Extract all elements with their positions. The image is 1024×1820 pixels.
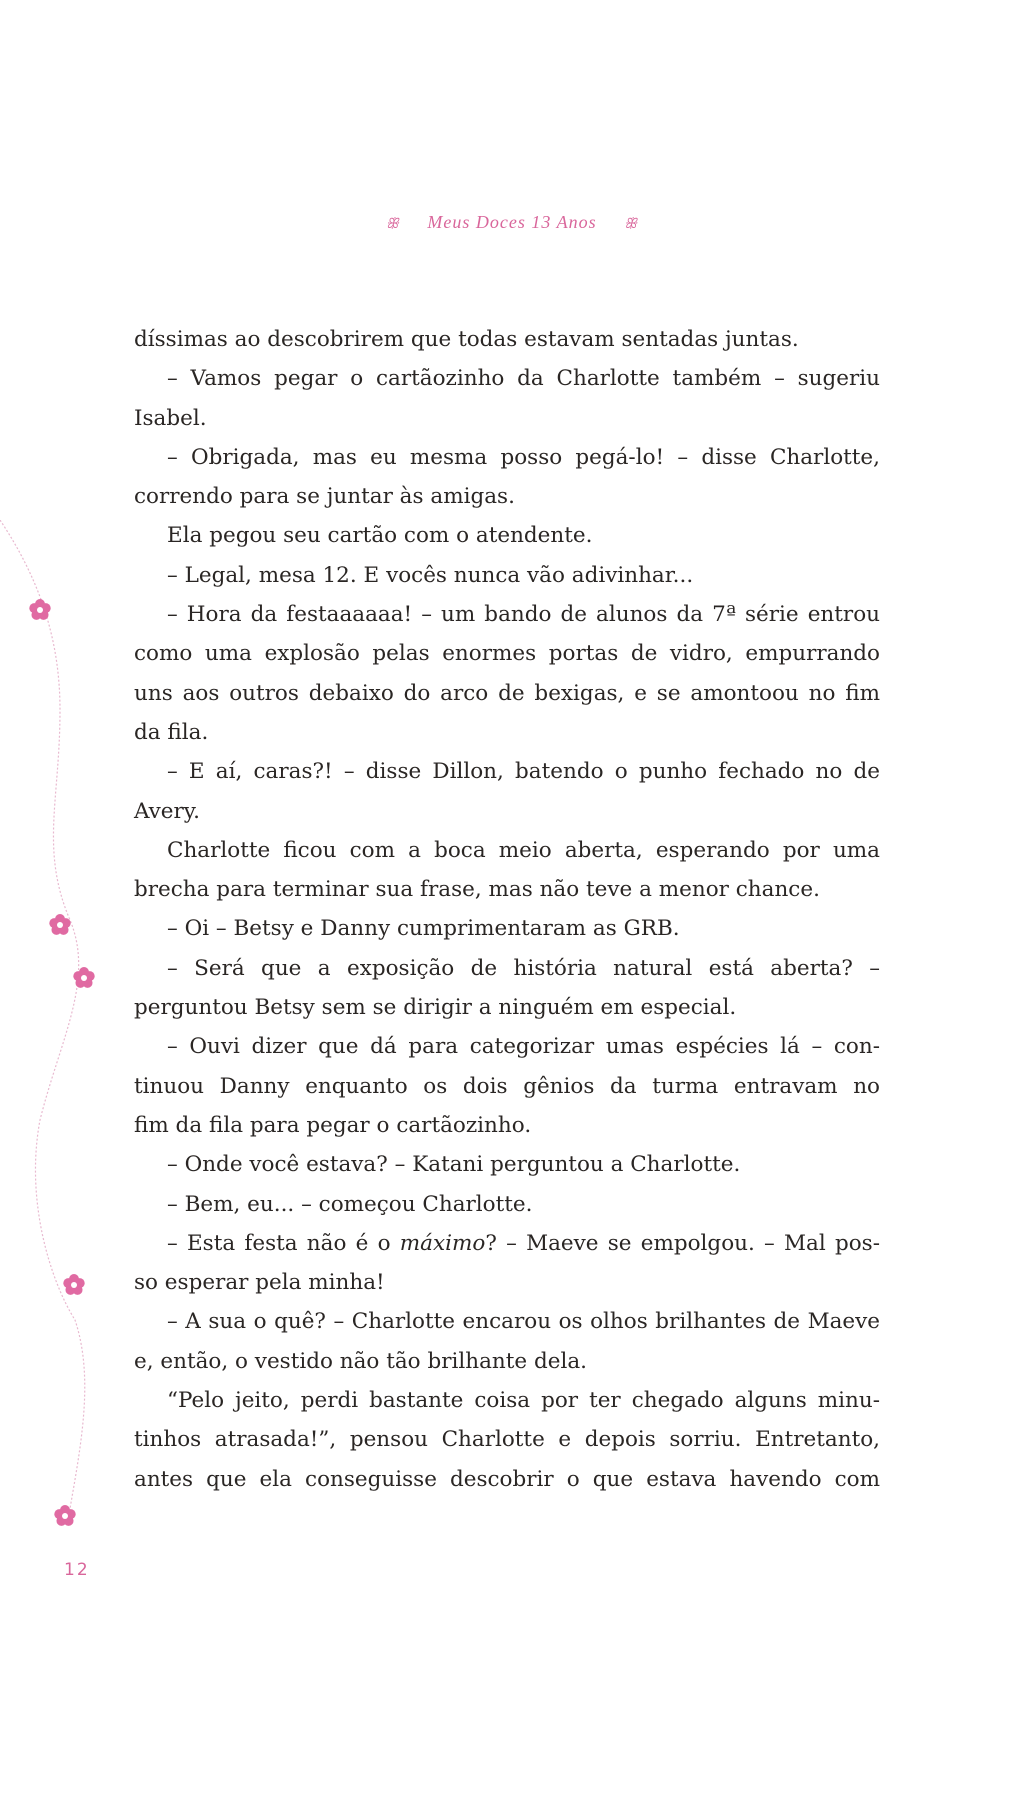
text-line: so esperar pela minha! bbox=[134, 1270, 385, 1296]
book-title: Meus Doces 13 Anos bbox=[427, 212, 597, 232]
text-line: Charlotte ficou com a boca meio aberta, esperando por uma bbox=[167, 837, 880, 863]
text-line: tinhos atrasada!”, pensou Charlotte e depois sorriu. Entretanto, bbox=[134, 1427, 880, 1453]
text-line: Isabel. bbox=[134, 405, 207, 431]
text-line: – Ouvi dizer que dá para categorizar umas espécies lá – con- bbox=[167, 1034, 880, 1060]
text-line: – Onde você estava? – Katani perguntou a Charlotte. bbox=[167, 1152, 741, 1178]
text-line: – Oi – Betsy e Danny cumprimentaram as GRB. bbox=[167, 916, 680, 942]
text-line: – Vamos pegar o cartãozinho da Charlotte também – sugeriu bbox=[167, 366, 880, 392]
text-line: tinuou Danny enquanto os dois gênios da turma entravam no bbox=[134, 1073, 880, 1099]
text-line: uns aos outros debaixo do arco de bexigas, e se amontoou no fim bbox=[134, 680, 880, 706]
running-header bbox=[0, 212, 1024, 233]
italic-emphasis: máximo bbox=[399, 1230, 486, 1256]
right-ornament-icon: ꕥ bbox=[624, 217, 639, 232]
body-text bbox=[134, 320, 880, 1499]
text-line: e, então, o vestido não tão brilhante dela. bbox=[134, 1348, 587, 1374]
text-line: – Obrigada, mas eu mesma posso pegá-lo! – disse Charlotte, bbox=[167, 444, 880, 470]
flower-icon bbox=[71, 965, 97, 991]
text-line: como uma explosão pelas enormes portas de vidro, empurrando bbox=[134, 641, 880, 667]
flower-icon bbox=[52, 1503, 78, 1529]
flower-icon bbox=[47, 912, 73, 938]
text-line: – Legal, mesa 12. E vocês nunca vão adivinhar... bbox=[167, 562, 694, 588]
text-line: – Será que a exposição de história natural está aberta? – bbox=[167, 955, 880, 981]
text-line: – Esta festa não é o máximo? – Maeve se empolgou. – Mal pos- bbox=[167, 1230, 880, 1256]
page-number: 12 bbox=[64, 1560, 90, 1580]
text-line: Avery. bbox=[134, 798, 200, 824]
left-ornament-icon: ꕥ bbox=[385, 217, 400, 232]
flower-icon bbox=[61, 1272, 87, 1298]
vine-decoration-icon bbox=[0, 520, 140, 1620]
text-line: – Bem, eu... – começou Charlotte. bbox=[167, 1191, 533, 1217]
text-line: díssimas ao descobrirem que todas estavam sentadas juntas. bbox=[134, 327, 799, 352]
text-line: da fila. bbox=[134, 719, 209, 745]
text-line: – Hora da festaaaaaa! – um bando de alunos da 7ª série entrou bbox=[167, 602, 880, 628]
text-line: perguntou Betsy sem se dirigir a ninguém em especial. bbox=[134, 995, 737, 1021]
text-line: brecha para terminar sua frase, mas não teve a menor chance. bbox=[134, 877, 820, 903]
text-line: Ela pegou seu cartão com o atendente. bbox=[167, 523, 593, 549]
text-line: fim da fila para pegar o cartãozinho. bbox=[134, 1112, 532, 1138]
text-line: – E aí, caras?! – disse Dillon, batendo o punho fechado no de bbox=[167, 759, 880, 785]
text-line: correndo para se juntar às amigas. bbox=[134, 484, 515, 510]
text-line: – A sua o quê? – Charlotte encarou os olhos brilhantes de Maeve bbox=[167, 1309, 880, 1335]
flower-icon bbox=[27, 597, 53, 623]
text-line: “Pelo jeito, perdi bastante coisa por ter chegado alguns minu- bbox=[167, 1388, 880, 1414]
text-line: antes que ela conseguisse descobrir o que estava havendo com bbox=[134, 1466, 880, 1492]
